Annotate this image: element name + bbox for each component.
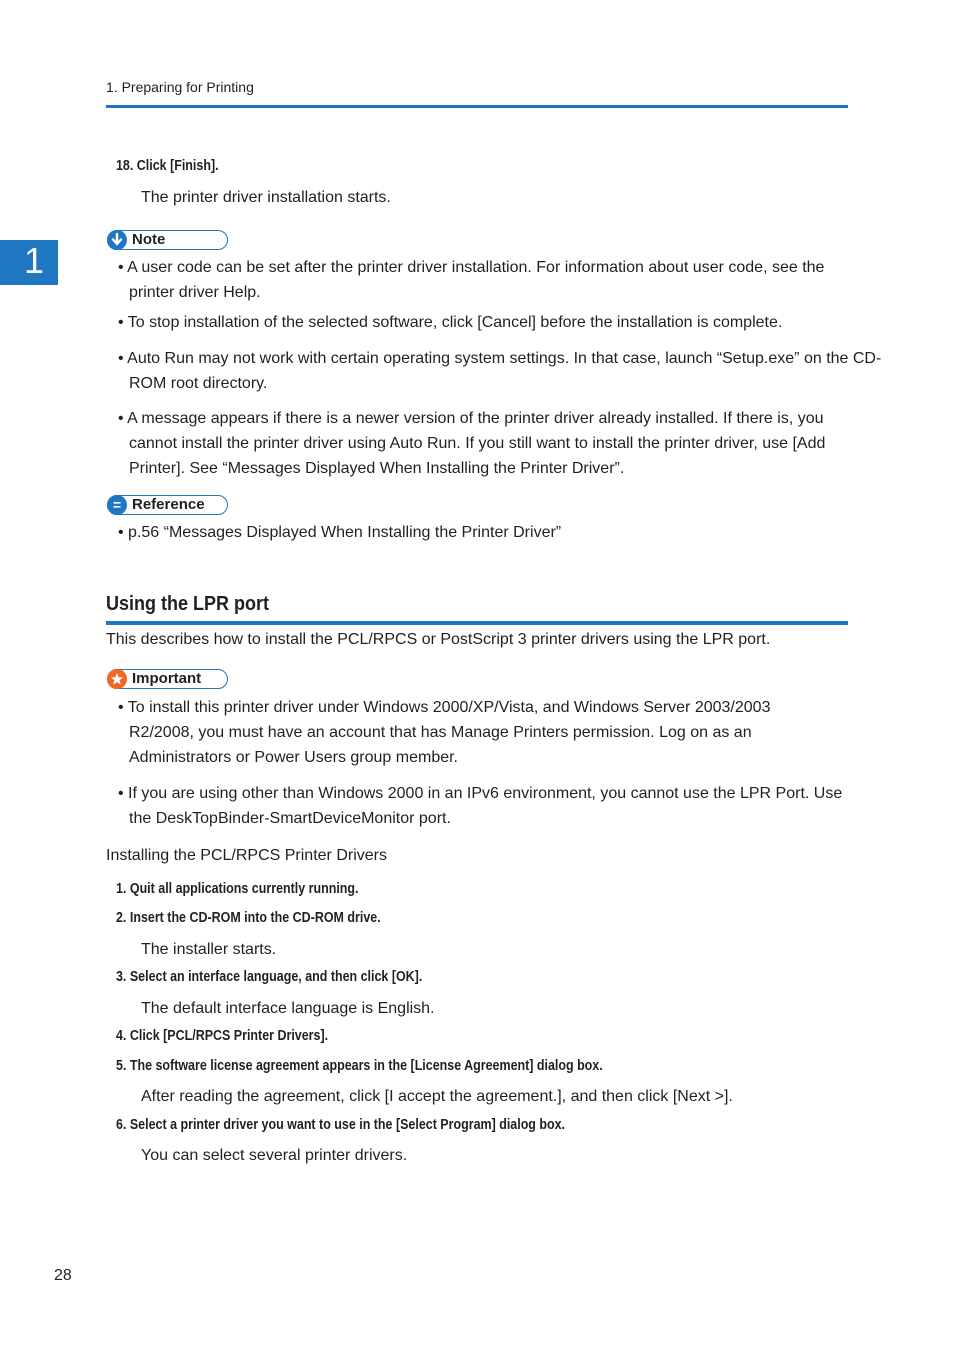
chapter-number: 1 xyxy=(24,240,45,281)
important-bullet: • To install this printer driver under Windows 2000/XP/Vista, and Windows Server 2003/2003 R2/2008, you must have an account that has Manage Printers permission. Log on as an Administrators or Power Users group member. xyxy=(118,699,771,766)
star-icon xyxy=(107,669,127,689)
note-label: Note xyxy=(132,231,166,248)
step-18-label: 18. Click [Finish]. xyxy=(116,158,219,174)
step-label: 2. Insert the CD-ROM into the CD-ROM drive. xyxy=(116,910,381,926)
step-label: 1. Quit all applications currently running. xyxy=(116,881,359,897)
section-rule xyxy=(106,621,848,625)
arrow-down-icon xyxy=(107,230,127,250)
note-badge xyxy=(107,230,228,250)
step-label: 6. Select a printer driver you want to use in the [Select Program] dialog box. xyxy=(116,1117,566,1133)
procedure-subheading: Installing the PCL/RPCS Printer Drivers xyxy=(106,847,387,864)
step-label: 3. Select an interface language, and then click [OK]. xyxy=(116,969,423,985)
section-title: Using the LPR port xyxy=(106,593,269,615)
step-18-description: The printer driver installation starts. xyxy=(141,189,391,206)
header-rule xyxy=(106,105,848,108)
step-description: You can select several printer drivers. xyxy=(141,1147,408,1164)
section-intro: This describes how to install the PCL/RPCS or PostScript 3 printer drivers using the LPR port. xyxy=(106,631,771,648)
note-bullet: • A user code can be set after the printer driver installation. For information about user code, see the printer driver Help. xyxy=(118,259,825,301)
step-description: The default interface language is English. xyxy=(141,1000,435,1017)
running-header: 1. Preparing for Printing xyxy=(106,79,254,95)
step-label: 4. Click [PCL/RPCS Printer Drivers]. xyxy=(116,1028,329,1044)
note-bullet: • Auto Run may not work with certain operating system settings. In that case, launch “Setup.exe” on the CD-ROM root directory. xyxy=(118,350,882,392)
important-bullet: • If you are using other than Windows 2000 in an IPv6 environment, you cannot use the LPR Port. Use the DeskTopBinder-SmartDeviceMonitor port. xyxy=(118,785,843,827)
reference-badge xyxy=(107,495,228,515)
reference-link[interactable]: • p.56 “Messages Displayed When Installing the Printer Driver” xyxy=(118,524,562,541)
note-bullet: • To stop installation of the selected software, click [Cancel] before the installation is complete. xyxy=(118,314,783,331)
reference-label: Reference xyxy=(132,496,205,513)
step-label: 5. The software license agreement appears in the [License Agreement] dialog box. xyxy=(116,1058,603,1074)
step-description: The installer starts. xyxy=(141,941,277,958)
note-bullet: • A message appears if there is a newer version of the printer driver already installed. If there is, you cannot install the printer driver using Auto Run. If you still want to install the printer driver, use [Add Printer]. See “Messages Displayed When Installing the Printer Driver”. xyxy=(118,410,826,477)
page-number: 28 xyxy=(54,1267,72,1284)
minus-icon xyxy=(107,495,127,515)
important-label: Important xyxy=(132,670,202,687)
important-badge xyxy=(107,669,228,689)
step-description: After reading the agreement, click [I accept the agreement.], and then click [Next >]. xyxy=(141,1088,733,1105)
